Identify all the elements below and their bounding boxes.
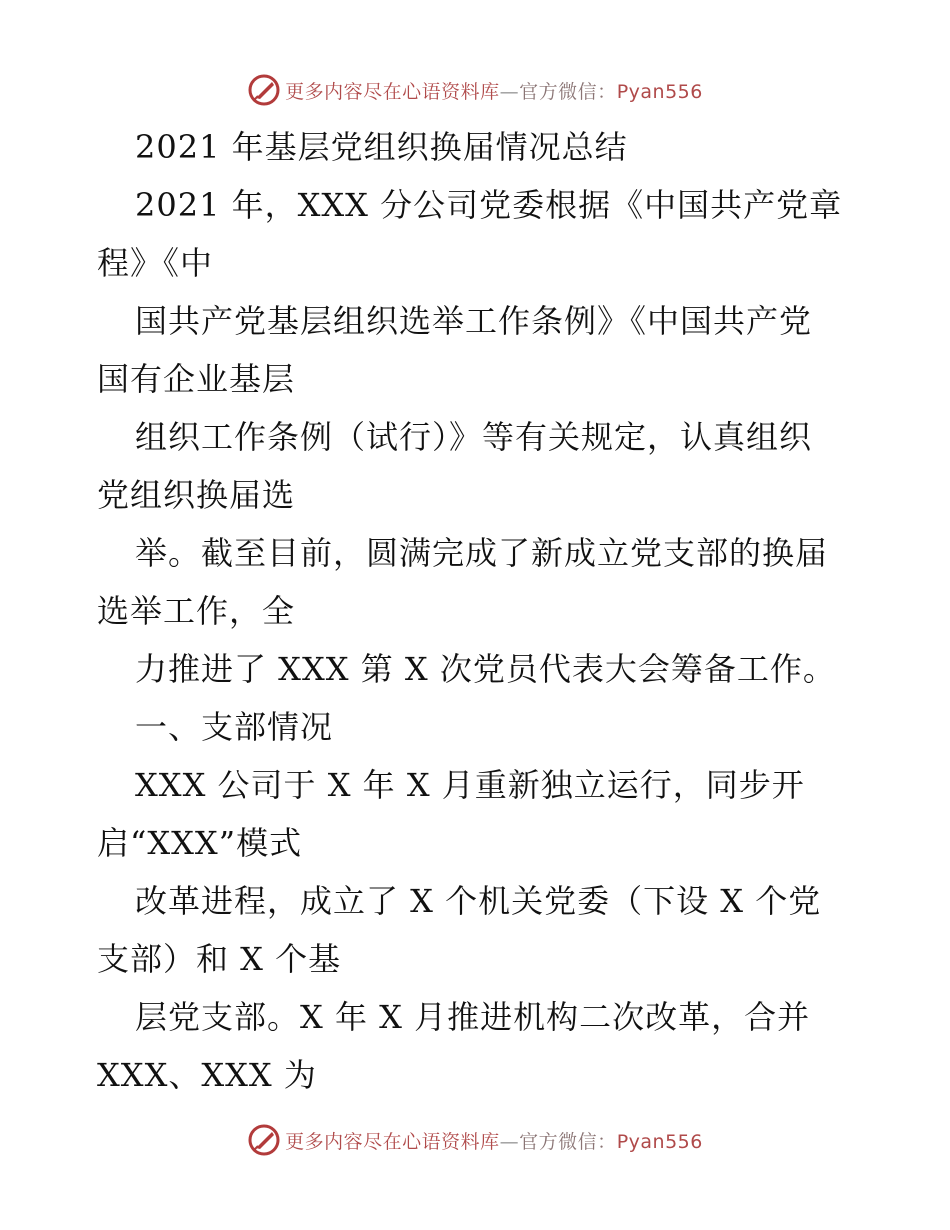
footer-banner	[0, 1120, 950, 1160]
paragraph-line: 程》《中	[97, 244, 214, 282]
paragraph-line: XXX、XXX 为	[97, 1056, 317, 1094]
paragraph-line: 启“XXX”模式	[97, 824, 303, 862]
paragraph-line: 选举工作，全	[97, 592, 296, 630]
paragraph-line: XXX 公司于 X 年 X 月重新独立运行，同步开	[135, 766, 805, 804]
doc-title: 2021 年基层党组织换届情况总结	[135, 128, 628, 166]
quill-logo-icon	[247, 73, 281, 107]
paragraph-line: 国共产党基层组织选举工作条例》《中国共产党	[135, 302, 813, 340]
banner-dash: —	[499, 80, 520, 103]
paragraph-line: 支部）和 X 个基	[97, 940, 342, 978]
paragraph-line: 国有企业基层	[97, 360, 296, 398]
banner-wechat-label: 官方微信：	[519, 80, 617, 103]
section-heading: 一、支部情况	[135, 708, 334, 746]
paragraph-line: 改革进程，成立了 X 个机关党委（下设 X 个党	[135, 882, 822, 920]
paragraph-line: 层党支部。X 年 X 月推进机构二次改革，合并	[135, 998, 811, 1036]
banner-title: 更多内容尽在心语资料库	[285, 1130, 500, 1153]
paragraph-line: 力推进了 XXX 第 X 次党员代表大会筹备工作。	[135, 650, 836, 688]
paragraph-line: 举。截至目前，圆满完成了新成立党支部的换届	[135, 534, 829, 572]
banner-title: 更多内容尽在心语资料库	[285, 80, 500, 103]
banner-wechat-id: Pyan556	[616, 1130, 703, 1153]
banner-dash: —	[499, 1130, 520, 1153]
banner-wechat-id: Pyan556	[616, 80, 703, 103]
quill-logo-icon	[247, 1123, 281, 1157]
header-banner	[0, 70, 950, 110]
paragraph-line: 组织工作条例（试行）》等有关规定，认真组织	[135, 418, 813, 456]
paragraph-line: 2021 年，XXX 分公司党委根据《中国共产党章	[135, 186, 843, 224]
banner-wechat-label: 官方微信：	[519, 1130, 617, 1153]
paragraph-line: 党组织换届选	[97, 476, 296, 514]
